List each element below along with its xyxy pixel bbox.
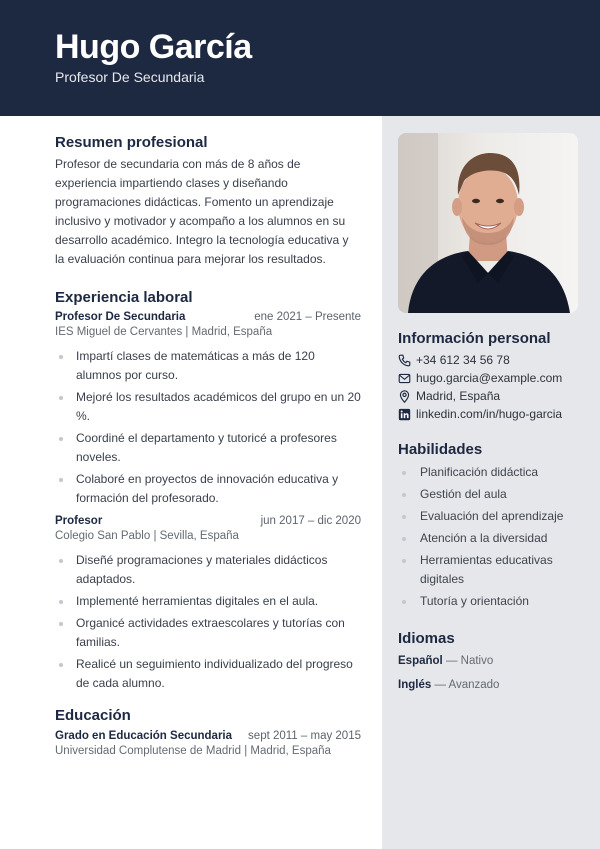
linkedin-icon: [398, 408, 411, 421]
list-item: Planificación didáctica: [398, 463, 568, 482]
list-item: Realicé un seguimiento individualizado del progreso de cada alumno.: [55, 655, 361, 693]
language-separator: —: [445, 655, 458, 667]
experience-heading: Experiencia laboral: [55, 289, 193, 306]
bullet-icon: [402, 493, 406, 497]
job-achievements: [55, 551, 361, 693]
education-institution: Universidad Complutense de Madrid | Madrid, España: [55, 745, 331, 757]
list-item: Colaboré en proyectos de innovación educativa y formación del profesorado.: [55, 470, 361, 508]
candidate-name: Hugo García: [55, 28, 252, 66]
location-text: Madrid, España: [416, 389, 501, 403]
bullet-icon: [402, 600, 406, 604]
education-dates: sept 2011 – may 2015: [248, 730, 361, 742]
summary-heading: Resumen profesional: [55, 134, 208, 151]
personal-info-heading: Información personal: [398, 330, 551, 347]
language-level: Avanzado: [448, 679, 500, 691]
profile-photo: [398, 133, 578, 313]
bullet-icon: [402, 537, 406, 541]
bullet-icon: [402, 515, 406, 519]
list-item: Gestión del aula: [398, 485, 568, 504]
linkedin-text: linkedin.com/in/hugo-garcia: [416, 407, 563, 421]
candidate-title: Profesor De Secundaria: [55, 69, 205, 85]
mail-icon: [398, 372, 411, 385]
email-text: hugo.garcia@example.com: [416, 371, 563, 385]
summary-text: Profesor de secundaria con más de 8 años de experiencia impartiendo clases y diseñando programaciones didácticas. Fomento un aprendizaje inclusivo y motivador y acompaño a los alumnos en su desarrollo académico. Integro la tecnología educativa y la evaluación continua para mejorar los resultados.: [55, 157, 349, 266]
bullet-icon: [59, 600, 63, 604]
job-achievements: [55, 347, 361, 508]
language-name: Inglés: [398, 679, 432, 691]
language-item: [398, 655, 493, 667]
list-item: Organicé actividades extraescolares y tutorías con familias.: [55, 614, 361, 652]
language-separator: —: [434, 679, 446, 691]
list-item: Coordiné el departamento y tutoricé a profesores noveles.: [55, 429, 361, 467]
list-item: Mejoré los resultados académicos del grupo en un 20 %.: [55, 388, 361, 426]
bullet-icon: [59, 396, 63, 400]
list-item: Implementé herramientas digitales en el aula.: [55, 592, 361, 611]
job-title: Profesor: [55, 515, 103, 527]
job-organization: IES Miguel de Cervantes | Madrid, España: [55, 326, 273, 338]
phone-text: +34 612 34 56 78: [416, 353, 510, 367]
job-entry: [55, 311, 361, 511]
skills-list: [398, 463, 568, 614]
languages-heading: Idiomas: [398, 630, 455, 647]
list-item: Diseñé programaciones y materiales didácticos adaptados.: [55, 551, 361, 589]
education-heading: Educación: [55, 707, 131, 724]
job-organization: Colegio San Pablo | Sevilla, España: [55, 530, 239, 542]
profile-photo-icon: [398, 133, 578, 313]
list-item: Herramientas educativas digitales: [398, 551, 568, 589]
degree-title: Grado en Educación Secundaria: [55, 730, 233, 742]
bullet-icon: [402, 559, 406, 563]
job-entry: [55, 515, 361, 696]
bullet-icon: [59, 437, 63, 441]
language-level: Nativo: [460, 655, 494, 667]
bullet-icon: [59, 355, 63, 359]
job-title: Profesor De Secundaria: [55, 311, 186, 323]
job-dates: jun 2017 – dic 2020: [260, 515, 361, 527]
phone-icon: [398, 354, 411, 367]
skills-heading: Habilidades: [398, 441, 483, 458]
bullet-icon: [59, 663, 63, 667]
bullet-icon: [59, 559, 63, 563]
bullet-icon: [59, 622, 63, 626]
list-item: Evaluación del aprendizaje: [398, 507, 568, 526]
list-item: Tutoría y orientación: [398, 592, 568, 611]
bullet-icon: [59, 478, 63, 482]
education-entry: [55, 730, 361, 760]
location-pin-icon: [398, 390, 411, 403]
header-banner: [0, 0, 600, 116]
job-dates: ene 2021 – Presente: [254, 311, 361, 323]
list-item: Impartí clases de matemáticas a más de 120 alumnos por curso.: [55, 347, 361, 385]
language-item: [398, 679, 499, 691]
list-item: Atención a la diversidad: [398, 529, 568, 548]
language-name: Español: [398, 655, 443, 667]
bullet-icon: [402, 471, 406, 475]
